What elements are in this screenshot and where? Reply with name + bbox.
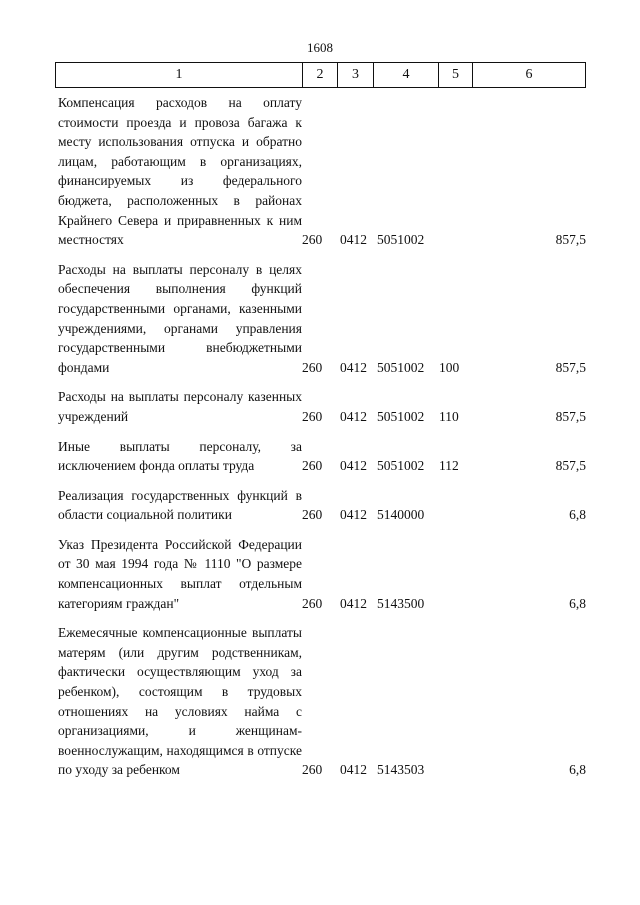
row-target-code: 5051002 xyxy=(377,458,425,474)
table-row xyxy=(55,623,586,780)
row-ministry-code: 260 xyxy=(302,762,323,778)
budget-table-body xyxy=(55,93,586,790)
row-section-code: 0412 xyxy=(340,595,367,611)
table-row xyxy=(55,437,586,476)
row-amount: 6,8 xyxy=(569,595,586,611)
header-col-6: 6 xyxy=(525,67,533,82)
row-description: Реализация государственных функций в области социальной политики xyxy=(58,487,302,523)
row-description: Компенсация расходов на оплату стоимости проезда и провоза багажа к месту использования отпуска и обратно лицам, работающим в организациях, финансируемых из федерального бюджета, расположенных в районах Крайнего Севера и приравненных к ним местностях xyxy=(58,95,302,248)
row-target-code: 5140000 xyxy=(377,507,425,523)
row-section-code: 0412 xyxy=(340,232,367,248)
row-target-code: 5143503 xyxy=(377,762,425,778)
row-target-code: 5051002 xyxy=(377,232,425,248)
row-section-code: 0412 xyxy=(340,507,367,523)
row-ministry-code: 260 xyxy=(302,595,323,611)
row-section-code: 0412 xyxy=(340,408,367,424)
header-col-3: 3 xyxy=(338,63,374,87)
row-ministry-code: 260 xyxy=(302,458,323,474)
row-amount: 857,5 xyxy=(555,458,586,474)
row-description: Указ Президента Российской Федерации от 30 мая 1994 года № 1110 "О размере компенсационных выплат отдельным категориям граждан" xyxy=(58,536,302,611)
table-row xyxy=(55,387,586,426)
row-target-code: 5143500 xyxy=(377,595,425,611)
header-col-1: 1 xyxy=(56,63,303,87)
row-section-code: 0412 xyxy=(340,359,367,375)
table-row xyxy=(55,260,586,378)
row-description: Иные выплаты персоналу, за исключением фонда оплаты труда xyxy=(58,438,302,474)
row-amount: 6,8 xyxy=(569,507,586,523)
row-target-code: 5051002 xyxy=(377,408,425,424)
row-expense-type: 112 xyxy=(439,458,459,474)
header-col-4: 4 xyxy=(374,63,439,87)
row-amount: 857,5 xyxy=(555,232,586,248)
row-amount: 857,5 xyxy=(555,359,586,375)
row-ministry-code: 260 xyxy=(302,232,323,248)
row-ministry-code: 260 xyxy=(302,507,323,523)
page-number: 1608 xyxy=(307,40,333,55)
row-ministry-code: 260 xyxy=(302,408,323,424)
row-description: Расходы на выплаты персоналу казенных учреждений xyxy=(58,389,302,424)
table-row xyxy=(55,535,586,613)
row-target-code: 5051002 xyxy=(377,359,425,375)
row-section-code: 0412 xyxy=(340,458,367,474)
row-description: Ежемесячные компенсационные выплаты матерям (или другим родственникам, фактически осуществляющим уход за ребенком), состоящим в трудовых отношениях на условиях найма с организациями, и женщинам-военнослужащим, находящимся в отпуске по уходу за ребенком xyxy=(58,625,302,778)
row-ministry-code: 260 xyxy=(302,359,323,375)
table-row xyxy=(55,93,586,250)
row-amount: 6,8 xyxy=(569,762,586,778)
row-section-code: 0412 xyxy=(340,762,367,778)
row-description: Расходы на выплаты персоналу в целях обеспечения выполнения функций государственными органами, казенными учреждениями, органами управления государственными внебюджетными фондами xyxy=(58,261,302,375)
table-row xyxy=(55,486,586,525)
row-expense-type: 110 xyxy=(439,408,459,424)
header-col-5: 5 xyxy=(439,63,473,87)
row-expense-type: 100 xyxy=(439,359,460,375)
header-col-2: 2 xyxy=(303,63,338,87)
row-amount: 857,5 xyxy=(555,408,586,424)
table-header xyxy=(55,62,586,88)
